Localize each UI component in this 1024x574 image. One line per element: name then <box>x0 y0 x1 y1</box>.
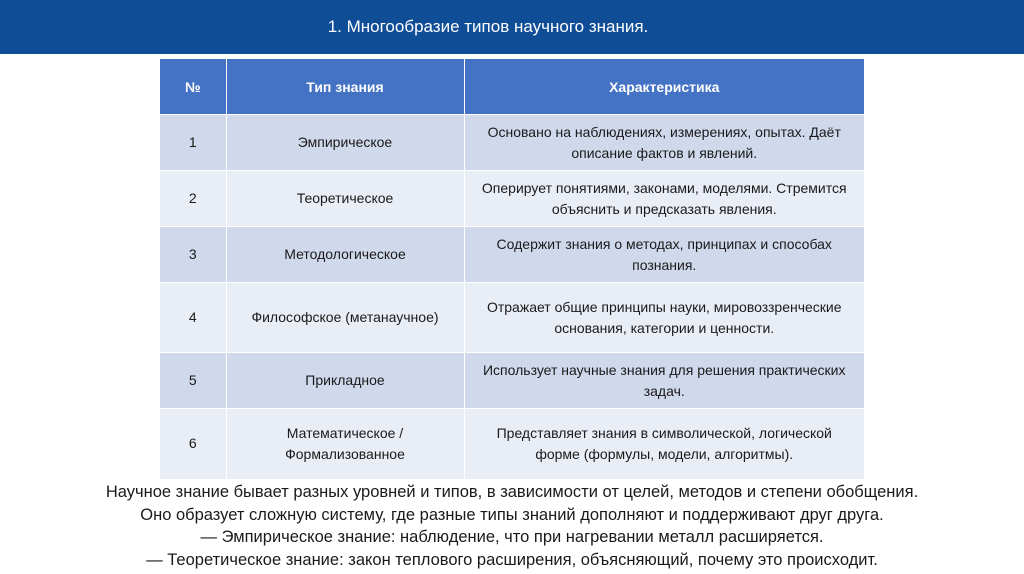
row-number: 6 <box>160 409 226 479</box>
knowledge-types-table <box>160 59 864 479</box>
row-description: Представляет знания в символической, логической форме (формулы, модели, алгоритмы). <box>464 409 864 479</box>
header-number: № <box>160 59 226 115</box>
row-description: Содержит знания о методах, принципах и способах познания. <box>464 227 864 283</box>
row-type: Математическое / Формализованное <box>226 409 464 479</box>
row-type: Эмпирическое <box>226 115 464 171</box>
row-type: Философское (метанаучное) <box>226 283 464 353</box>
table-row <box>160 227 864 283</box>
row-description: Оперирует понятиями, законами, моделями. Стремится объяснить и предсказать явления. <box>464 171 864 227</box>
row-description: Отражает общие принципы науки, мировоззренческие основания, категории и ценности. <box>464 283 864 353</box>
row-type: Прикладное <box>226 353 464 409</box>
table-row <box>160 115 864 171</box>
row-number: 4 <box>160 283 226 353</box>
header-description: Характеристика <box>464 59 864 115</box>
header-type: Тип знания <box>226 59 464 115</box>
slide-title-bar <box>0 0 1024 54</box>
summary-line: — Теоретическое знание: закон теплового расширения, объясняющий, почему это происходит. <box>146 550 878 569</box>
slide-title: 1. Многообразие типов научного знания. <box>327 17 649 36</box>
table-row <box>160 283 864 353</box>
table-header-row <box>160 59 864 115</box>
row-type: Методологическое <box>226 227 464 283</box>
row-number: 2 <box>160 171 226 227</box>
table-row <box>160 409 864 479</box>
summary-text <box>0 481 1024 571</box>
summary-line: Оно образует сложную систему, где разные типы знаний дополняют и поддерживают друг друга. <box>140 505 884 524</box>
row-description: Основано на наблюдениях, измерениях, опытах. Даёт описание фактов и явлений. <box>464 115 864 171</box>
row-number: 3 <box>160 227 226 283</box>
table-row <box>160 353 864 409</box>
row-type: Теоретическое <box>226 171 464 227</box>
row-number: 1 <box>160 115 226 171</box>
summary-line: — Эмпирическое знание: наблюдение, что при нагревании металл расширяется. <box>200 528 824 546</box>
row-number: 5 <box>160 353 226 409</box>
row-description: Использует научные знания для решения практических задач. <box>464 353 864 409</box>
summary-line: Научное знание бывает разных уровней и типов, в зависимости от целей, методов и степени обобщения. <box>105 483 919 501</box>
table-row <box>160 171 864 227</box>
